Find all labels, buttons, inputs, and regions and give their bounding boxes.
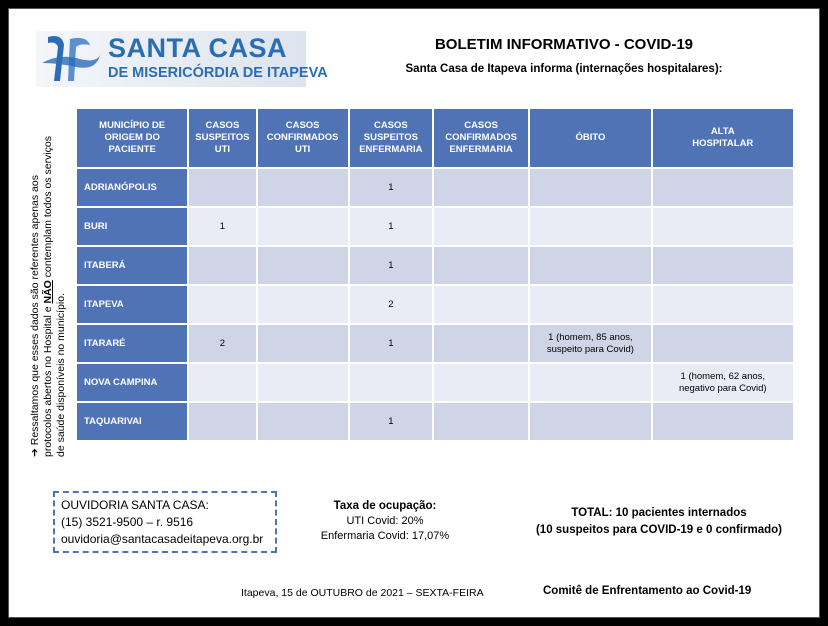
table-cell <box>258 169 348 206</box>
total-line2: (10 suspeitos para COVID-19 e 0 confirmado) <box>535 524 783 536</box>
table-cell <box>350 403 432 440</box>
table-cell <box>530 286 650 323</box>
municipality-cell: ITABERÁ <box>77 247 187 284</box>
table-cell <box>653 169 793 206</box>
footer-committee: Comitê de Enfrentamento ao Covid-19 <box>543 585 752 597</box>
cell-value: 1 (homem, 62 anos, <box>680 370 766 382</box>
ouvidoria-title: OUVIDORIA SANTA CASA: <box>61 498 209 512</box>
disclaimer-text-part2: contemplam todos os serviços de saúde disponíveis no município. <box>42 135 67 457</box>
table-cell <box>189 169 255 206</box>
bulletin-page <box>8 8 820 618</box>
table-cell <box>530 325 650 362</box>
table-cell <box>530 208 650 245</box>
table-cell <box>189 286 255 323</box>
column-header-line: CASOS <box>373 120 408 131</box>
column-header-line: ENFERMARIA <box>359 144 423 155</box>
cell-value: 1 (homem, 85 anos, <box>548 331 633 343</box>
total-summary <box>519 505 799 539</box>
table-row <box>77 208 793 245</box>
table-row <box>77 286 793 323</box>
column-header <box>350 109 432 167</box>
table-cell <box>189 364 255 401</box>
ouvidoria-phone: (15) 3521-9500 – r. 9516 <box>61 515 194 529</box>
table-cell <box>653 247 793 284</box>
cell-value: negativo para Covid) <box>678 382 767 394</box>
column-header-line: CASOS <box>285 120 320 131</box>
table-cell <box>258 325 348 362</box>
occupancy-uti: UTI Covid: 20% <box>346 515 424 527</box>
municipality-cell: BURI <box>77 208 187 245</box>
ouvidoria-email[interactable]: ouvidoria@santacasadeitapeva.org.br <box>61 532 264 546</box>
table-cell <box>350 247 432 284</box>
table-cell <box>258 208 348 245</box>
cell-value: 1 <box>388 337 394 349</box>
column-header <box>258 109 348 167</box>
column-header-line: SUSPEITOS <box>363 132 418 143</box>
total-line1: TOTAL: 10 pacientes internados <box>571 507 747 519</box>
table-cell <box>530 247 650 284</box>
ouvidoria-box <box>53 491 277 553</box>
cell-value: suspeito para Covid) <box>546 343 634 355</box>
table-header-row <box>77 109 793 167</box>
table-cell <box>434 169 528 206</box>
table-row <box>77 325 793 362</box>
column-header-line: CASOS <box>464 120 498 131</box>
table-row <box>77 364 793 401</box>
column-header-line: ALTA <box>710 126 735 137</box>
table-cell <box>653 364 793 401</box>
occupancy-title: Taxa de ocupação: <box>333 500 437 512</box>
table-cell <box>350 364 432 401</box>
admissions-table <box>75 107 795 442</box>
logo-subtitle: DE MISERICÓRDIA DE ITAPEVA <box>108 65 328 81</box>
table-cell <box>258 286 348 323</box>
occupancy-enfermaria: Enfermaria Covid: 17,07% <box>320 530 450 542</box>
table-cell <box>530 364 650 401</box>
logo-title: SANTA CASA <box>108 33 287 63</box>
arrow-right-icon: ➔ <box>29 448 41 457</box>
cell-value: 1 <box>219 220 226 232</box>
table-cell <box>530 169 650 206</box>
column-header-line: CONFIRMADOS <box>266 132 339 143</box>
table-row <box>77 247 793 284</box>
table-cell <box>258 247 348 284</box>
cell-value: 1 <box>388 220 394 232</box>
column-header <box>189 109 255 167</box>
cell-value: 2 <box>219 337 226 349</box>
table-cell <box>258 364 348 401</box>
cell-value: 1 <box>388 259 394 271</box>
column-header-line: CONFIRMADOS <box>445 132 517 143</box>
column-header <box>434 109 528 167</box>
table-cell <box>350 169 432 206</box>
santa-casa-logo-icon <box>40 33 102 85</box>
footer-date: Itapeva, 15 de OUTUBRO de 2021 – SEXTA-FEIRA <box>241 587 484 599</box>
table-cell <box>653 325 793 362</box>
table-cell <box>530 403 650 440</box>
cell-value: 1 <box>388 415 394 427</box>
bulletin-title: BOLETIM INFORMATIVO - COVID-19 <box>434 36 694 53</box>
disclaimer-text-part1: Ressaltamos que esses dados são referentes apenas aos protocolos abertos no Hospital e <box>29 175 54 457</box>
column-header-line: UTI <box>294 144 311 155</box>
table-cell <box>189 403 255 440</box>
municipality-cell: ITAPEVA <box>77 286 187 323</box>
disclaimer-note <box>29 127 68 457</box>
table-cell <box>189 247 255 284</box>
table-cell <box>258 403 348 440</box>
column-header-line: PACIENTE <box>108 144 156 155</box>
table-row <box>77 403 793 440</box>
municipality-cell: ITARARÉ <box>77 325 187 362</box>
municipality-cell: NOVA CAMPINA <box>77 364 187 401</box>
column-header-line: UTI <box>214 144 231 155</box>
column-header-line: CASOS <box>205 120 240 131</box>
column-header-line: ÓBITO <box>575 132 606 143</box>
municipality-cell: TAQUARIVAI <box>77 403 187 440</box>
table-cell <box>434 325 528 362</box>
table-cell <box>434 247 528 284</box>
table-cell <box>434 403 528 440</box>
cell-value: 1 <box>388 181 394 193</box>
column-header-line: HOSPITALAR <box>692 138 754 149</box>
cell-value: 2 <box>388 298 394 310</box>
table-body <box>77 169 793 440</box>
column-header <box>530 109 650 167</box>
table-row <box>77 169 793 206</box>
table-cell <box>350 208 432 245</box>
table-cell <box>189 325 255 362</box>
disclaimer-emphasis: NÃO <box>42 280 54 304</box>
column-header-line: MUNICÍPIO DE <box>99 120 166 131</box>
table-cell <box>434 208 528 245</box>
column-header-line: ORIGEM DO <box>104 132 160 143</box>
column-header <box>653 109 793 167</box>
table-cell <box>653 208 793 245</box>
table-cell <box>434 286 528 323</box>
table-cell <box>350 325 432 362</box>
logo <box>36 31 328 87</box>
table-cell <box>434 364 528 401</box>
table-cell <box>653 286 793 323</box>
table-cell <box>350 286 432 323</box>
municipality-cell: ADRIANÓPOLIS <box>77 169 187 206</box>
occupancy-rate <box>305 499 465 544</box>
table-cell <box>189 208 255 245</box>
column-header-line: ENFERMARIA <box>449 144 513 155</box>
column-header-line: SUSPEITOS <box>195 132 250 143</box>
table-cell <box>653 403 793 440</box>
bulletin-subtitle: Santa Casa de Itapeva informa (internações hospitalares): <box>405 63 723 75</box>
column-header <box>77 109 187 167</box>
